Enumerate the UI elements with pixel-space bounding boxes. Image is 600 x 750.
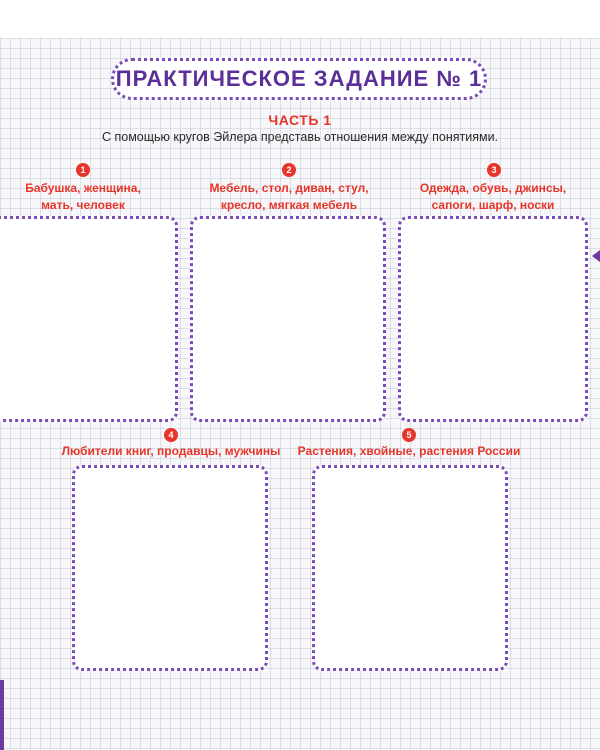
task-3-label-line1: Одежда, обувь, джинсы, <box>419 181 567 195</box>
task-1-answer-box[interactable] <box>0 216 178 422</box>
task-2-answer-box[interactable] <box>190 216 386 422</box>
assignment-title-text: ПРАКТИЧЕСКОЕ ЗАДАНИЕ № 1 <box>115 66 483 91</box>
page-arrow-icon <box>592 250 600 262</box>
task-2-label-line2: кресло, мягкая мебель <box>220 198 358 212</box>
task-2-number-badge: 2 <box>282 163 296 177</box>
task-1-label-line2: мать, человек <box>41 198 125 212</box>
task-1-label <box>0 180 166 214</box>
task-3-label <box>398 180 588 214</box>
task-5-number-badge: 5 <box>402 428 416 442</box>
task-4-label <box>56 443 286 460</box>
task-2-label-line1: Мебель, стол, диван, стул, <box>209 181 369 195</box>
page-edge-marker <box>0 680 4 750</box>
task-5-answer-box[interactable] <box>312 465 508 671</box>
task-5-label <box>290 443 528 460</box>
task-1-label-line1: Бабушка, женщина, <box>25 181 141 195</box>
instruction-text: С помощью кругов Эйлера представь отношения между понятиями. <box>101 130 499 144</box>
task-2-label <box>190 180 388 214</box>
part-heading: ЧАСТЬ 1 <box>268 112 332 128</box>
task-3-answer-box[interactable] <box>398 216 588 422</box>
task-1-number-badge: 1 <box>76 163 90 177</box>
task-3-number-badge: 3 <box>487 163 501 177</box>
task-4-label-line1: Любители книг, продавцы, мужчины <box>61 444 281 458</box>
task-4-number-badge: 4 <box>164 428 178 442</box>
task-5-label-line1: Растения, хвойные, растения России <box>297 444 521 458</box>
task-3-label-line2: сапоги, шарф, носки <box>431 198 555 212</box>
task-4-answer-box[interactable] <box>72 465 268 671</box>
assignment-title <box>111 58 487 100</box>
